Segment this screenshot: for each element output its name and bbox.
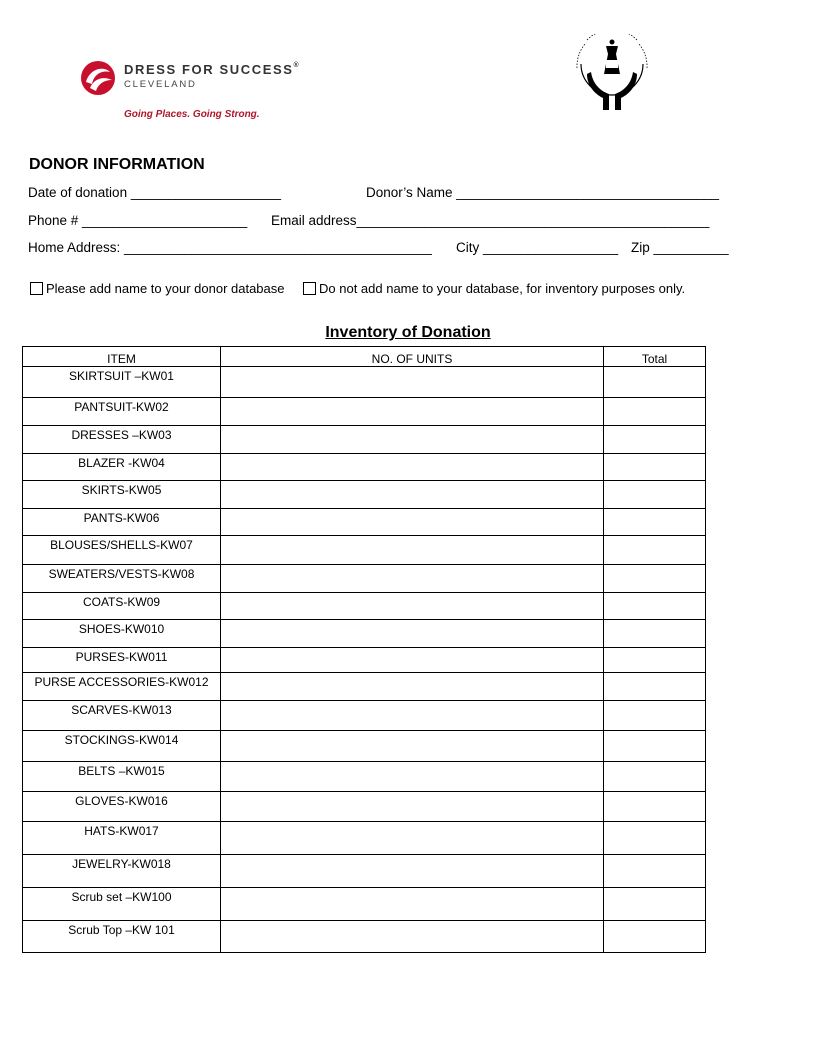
- total-cell[interactable]: [604, 855, 706, 888]
- zip-field[interactable]: Zip __________: [631, 240, 729, 255]
- total-cell[interactable]: [604, 888, 706, 921]
- total-cell[interactable]: [604, 536, 706, 565]
- units-cell[interactable]: [221, 921, 604, 953]
- total-cell[interactable]: [604, 701, 706, 731]
- table-row: [23, 481, 706, 509]
- item-cell: SWEATERS/VESTS-KW08: [23, 565, 221, 593]
- table-row: [23, 822, 706, 855]
- table-row: [23, 398, 706, 426]
- logo-tagline: Going Places. Going Strong.: [124, 109, 260, 120]
- donor-name-field[interactable]: Donor’s Name ___________________________________: [366, 185, 720, 200]
- add-name-option[interactable]: [30, 281, 285, 296]
- table-row: [23, 593, 706, 620]
- table-row: [23, 673, 706, 701]
- item-cell: BLOUSES/SHELLS-KW07: [23, 536, 221, 565]
- units-cell[interactable]: [221, 648, 604, 673]
- table-row: [23, 888, 706, 921]
- item-cell: HATS-KW017: [23, 822, 221, 855]
- total-cell[interactable]: [604, 648, 706, 673]
- item-cell: GLOVES-KW016: [23, 792, 221, 822]
- table-row: [23, 565, 706, 593]
- units-cell[interactable]: [221, 367, 604, 398]
- units-cell[interactable]: [221, 822, 604, 855]
- total-cell[interactable]: [604, 509, 706, 536]
- donor-information-heading: DONOR INFORMATION: [29, 156, 205, 173]
- inventory-title: Inventory of Donation: [325, 324, 491, 341]
- total-cell[interactable]: [604, 398, 706, 426]
- table-row: [23, 731, 706, 762]
- do-not-add-checkbox[interactable]: [303, 282, 316, 295]
- swirl-logo-icon: [80, 60, 116, 96]
- total-cell[interactable]: [604, 921, 706, 953]
- table-row: [23, 454, 706, 481]
- dress-for-success-logo: [80, 58, 304, 122]
- total-cell[interactable]: [604, 731, 706, 762]
- item-cell: SCARVES-KW013: [23, 701, 221, 731]
- total-cell[interactable]: [604, 593, 706, 620]
- table-row: [23, 762, 706, 792]
- add-name-checkbox[interactable]: [30, 282, 43, 295]
- units-cell[interactable]: [221, 762, 604, 792]
- total-cell[interactable]: [604, 565, 706, 593]
- table-row: [23, 648, 706, 673]
- logo-brand-name: DRESS FOR SUCCESS®: [124, 62, 301, 77]
- units-cell[interactable]: [221, 454, 604, 481]
- total-cell[interactable]: [604, 367, 706, 398]
- item-column-header: ITEM: [23, 347, 221, 367]
- units-cell[interactable]: [221, 731, 604, 762]
- table-row: [23, 792, 706, 822]
- total-cell[interactable]: [604, 822, 706, 855]
- item-cell: PANTSUIT-KW02: [23, 398, 221, 426]
- table-row: [23, 509, 706, 536]
- inventory-body: [23, 367, 706, 953]
- date-of-donation-field[interactable]: Date of donation ____________________: [28, 185, 281, 200]
- item-cell: Scrub Top –KW 101: [23, 921, 221, 953]
- phone-field[interactable]: Phone # ______________________: [28, 213, 248, 228]
- units-cell[interactable]: [221, 701, 604, 731]
- item-cell: STOCKINGS-KW014: [23, 731, 221, 762]
- add-name-label: Please add name to your donor database: [46, 281, 285, 296]
- home-address-field[interactable]: Home Address: _________________________________________: [28, 240, 432, 255]
- inventory-table: [22, 346, 706, 953]
- item-cell: SKIRTSUIT –KW01: [23, 367, 221, 398]
- registered-mark: ®: [293, 62, 301, 69]
- item-cell: JEWELRY-KW018: [23, 855, 221, 888]
- logo-city: CLEVELAND: [124, 79, 197, 90]
- item-cell: SKIRTS-KW05: [23, 481, 221, 509]
- table-row: [23, 620, 706, 648]
- table-row: [23, 426, 706, 454]
- total-cell[interactable]: [604, 454, 706, 481]
- total-cell[interactable]: [604, 620, 706, 648]
- units-cell[interactable]: [221, 509, 604, 536]
- item-cell: PANTS-KW06: [23, 509, 221, 536]
- total-cell[interactable]: [604, 762, 706, 792]
- table-row: [23, 536, 706, 565]
- units-cell[interactable]: [221, 565, 604, 593]
- item-cell: BELTS –KW015: [23, 762, 221, 792]
- item-cell: PURSE ACCESSORIES-KW012: [23, 673, 221, 701]
- units-cell[interactable]: [221, 481, 604, 509]
- table-row: [23, 855, 706, 888]
- units-cell[interactable]: [221, 426, 604, 454]
- total-cell[interactable]: [604, 673, 706, 701]
- item-cell: COATS-KW09: [23, 593, 221, 620]
- units-cell[interactable]: [221, 398, 604, 426]
- total-cell[interactable]: [604, 426, 706, 454]
- table-row: [23, 367, 706, 398]
- city-field[interactable]: City __________________: [456, 240, 619, 255]
- units-cell[interactable]: [221, 792, 604, 822]
- units-cell[interactable]: [221, 620, 604, 648]
- item-cell: SHOES-KW010: [23, 620, 221, 648]
- total-cell[interactable]: [604, 481, 706, 509]
- email-address-field[interactable]: Email address_______________________________________________: [271, 213, 710, 228]
- units-cell[interactable]: [221, 536, 604, 565]
- table-row: [23, 701, 706, 731]
- units-cell[interactable]: [221, 855, 604, 888]
- do-not-add-label: Do not add name to your database, for inventory purposes only.: [319, 281, 686, 296]
- total-column-header: Total: [604, 347, 706, 367]
- table-row: [23, 921, 706, 953]
- item-cell: Scrub set –KW100: [23, 888, 221, 921]
- units-cell[interactable]: [221, 593, 604, 620]
- do-not-add-option[interactable]: [303, 281, 685, 296]
- units-column-header: NO. OF UNITS: [221, 347, 604, 367]
- item-cell: BLAZER -KW04: [23, 454, 221, 481]
- units-cell[interactable]: [221, 673, 604, 701]
- item-cell: PURSES-KW011: [23, 648, 221, 673]
- hands-holding-dress-seal-icon: [573, 34, 651, 114]
- inventory-header-row: [23, 347, 706, 367]
- units-cell[interactable]: [221, 888, 604, 921]
- total-cell[interactable]: [604, 792, 706, 822]
- item-cell: DRESSES –KW03: [23, 426, 221, 454]
